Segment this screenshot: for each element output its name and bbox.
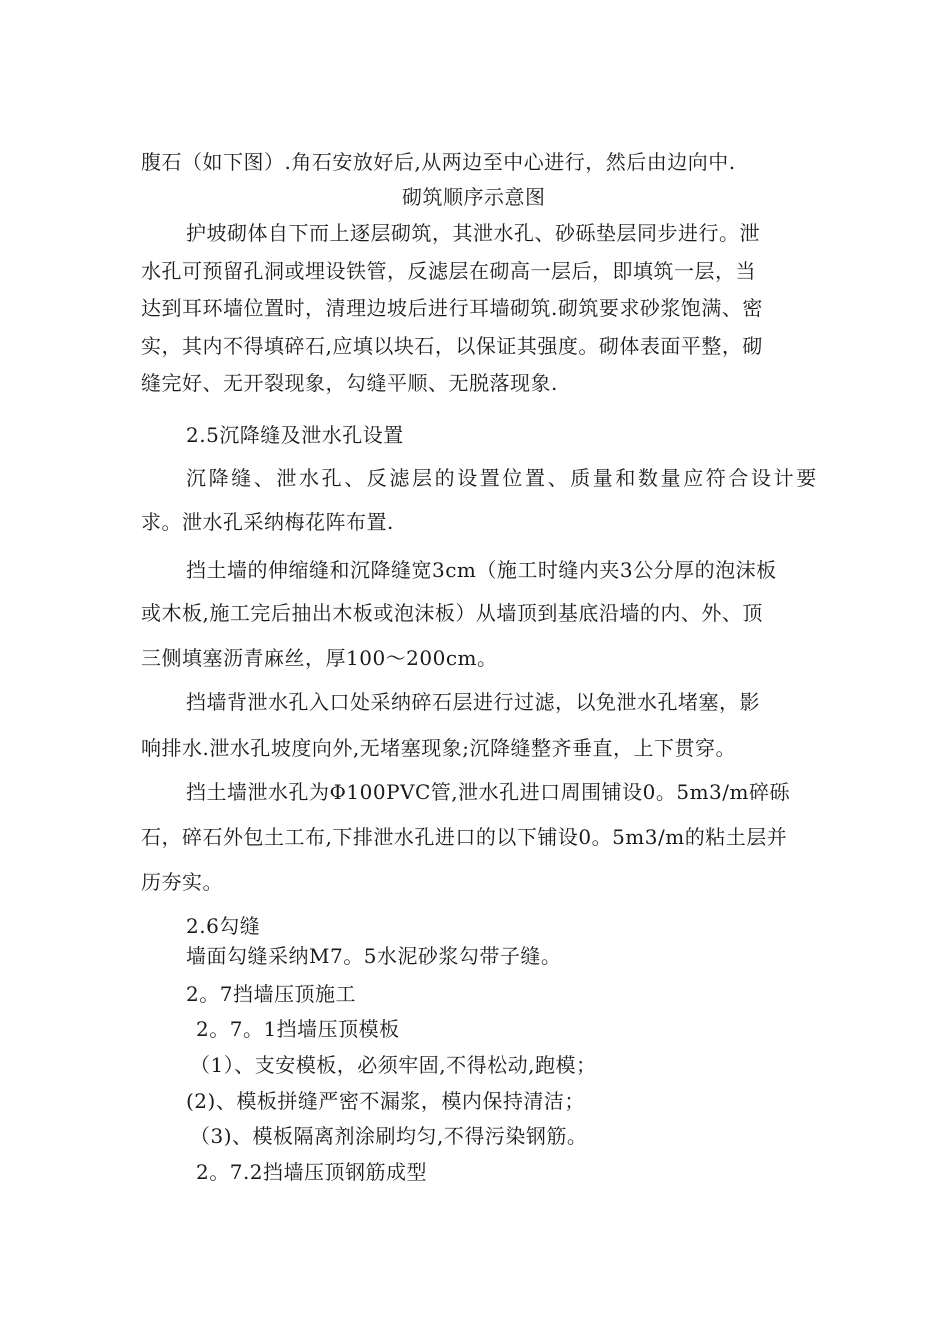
section-heading: 2。7挡墙压顶施工 <box>186 982 356 1006</box>
paragraph-line: 实，其内不得填碎石,应填以块石，以保证其强度。砌体表面平整，砌 <box>141 334 763 358</box>
paragraph-line: 挡墙背泄水孔入口处采纳碎石层进行过滤，以免泄水孔堵塞，影 <box>186 690 760 714</box>
section-heading: 2.6勾缝 <box>186 914 261 938</box>
section-heading: 2.5沉降缝及泄水孔设置 <box>186 423 404 447</box>
list-item: （1）、支安模板，必须牢固,不得松动,跑模； <box>190 1053 597 1077</box>
subsection-heading: 2。7.2挡墙压顶钢筋成型 <box>196 1160 428 1184</box>
paragraph-line: 墙面勾缝采纳M7。5水泥砂浆勾带子缝。 <box>186 944 562 968</box>
paragraph-line: 石，碎石外包土工布,下排泄水孔进口的以下铺设0。5m3/m的粘土层并 <box>141 825 788 849</box>
paragraph-line: 缝完好、无开裂现象，勾缝平顺、无脱落现象. <box>141 371 558 395</box>
paragraph-line: 达到耳环墙位置时，清理边坡后进行耳墙砌筑.砌筑要求砂浆饱满、密 <box>141 296 763 320</box>
paragraph-line: 响排水.泄水孔坡度向外,无堵塞现象;沉降缝整齐垂直，上下贯穿。 <box>141 736 736 760</box>
paragraph-line: 沉降缝、泄水孔、反滤层的设置位置、质量和数量应符合设计要 <box>186 466 819 490</box>
paragraph-line: 挡土墙的伸缩缝和沉降缝宽3cm（施工时缝内夹3公分厚的泡沫板 <box>186 558 777 582</box>
paragraph-line: 水孔可预留孔洞或埋设铁管，反滤层在砌高一层后，即填筑一层，当 <box>141 259 756 283</box>
paragraph-line: 护坡砌体自下而上逐层砌筑，其泄水孔、砂砾垫层同步进行。泄 <box>186 221 760 245</box>
paragraph-line: 历夯实。 <box>141 870 223 894</box>
figure-caption: 砌筑顺序示意图 <box>402 185 546 209</box>
list-item: (2)、模板拼缝严密不漏浆，模内保持清洁； <box>186 1089 585 1113</box>
paragraph-line: 三侧填塞沥青麻丝，厚100～200cm。 <box>141 646 498 670</box>
paragraph-line: 腹石（如下图）.角石安放好后,从两边至中心进行，然后由边向中. <box>141 150 736 174</box>
list-item: （3)、模板隔离剂涂刷均匀,不得污染钢筋。 <box>190 1124 588 1148</box>
paragraph-line: 求。泄水孔采纳梅花阵布置. <box>141 510 394 534</box>
paragraph-line: 或木板,施工完后抽出木板或泡沫板）从墙顶到基底沿墙的内、外、顶 <box>141 601 763 625</box>
paragraph-line: 挡土墙泄水孔为Φ100PVC管,泄水孔进口周围铺设0。5m3/m碎砾 <box>186 780 790 804</box>
subsection-heading: 2。7。1挡墙压顶模板 <box>196 1017 400 1041</box>
